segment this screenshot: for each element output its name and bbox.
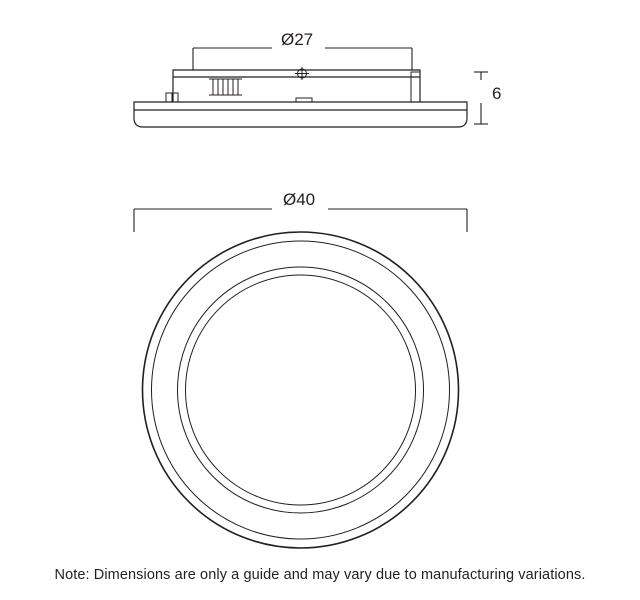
dimension-line-h6 [474,72,488,124]
disclaimer-note: Note: Dimensions are only a guide and may vary due to manufacturing variations. [54,567,586,583]
dimension-line-d40 [134,209,467,232]
driver-housing-outline [173,70,420,102]
dimension-label-d27: Ø27 [281,30,314,49]
centre-screw-detail [295,67,309,80]
dimension-line-d27 [193,48,412,70]
vent-fins [209,79,242,95]
dimension-label-d40: Ø40 [283,190,316,209]
side-profile-outline [134,102,467,127]
dimension-label-h6: 6 [492,84,502,103]
plan-view-circles [143,232,459,548]
